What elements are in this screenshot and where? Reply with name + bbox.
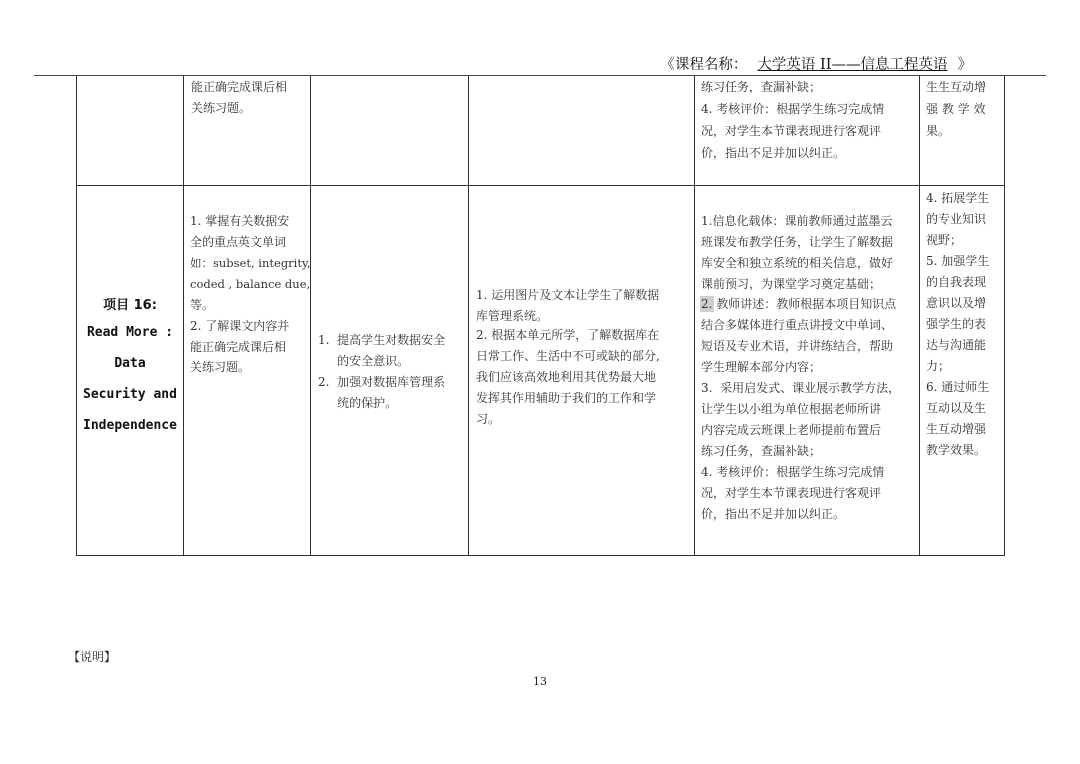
course-title [660, 53, 972, 74]
table-border-left [76, 75, 77, 555]
table-col-divider [183, 75, 184, 555]
table-col-divider [310, 75, 311, 555]
table-border-right [1004, 75, 1005, 555]
course-title-prefix: 《课程名称： [660, 57, 748, 73]
page-header [0, 53, 1080, 75]
table-col-divider [694, 75, 695, 555]
header-rule [34, 75, 1046, 76]
table-col-divider [468, 75, 469, 555]
table-border-bottom [76, 555, 1005, 556]
table-row-divider [76, 185, 1005, 186]
page-number: 13 [533, 675, 547, 688]
note-label: 【说明】 [68, 650, 117, 664]
table-col-divider [919, 75, 920, 555]
course-title-suffix: 》 [957, 57, 972, 73]
course-name: 大学英语 II——信息工程英语 [757, 57, 948, 73]
